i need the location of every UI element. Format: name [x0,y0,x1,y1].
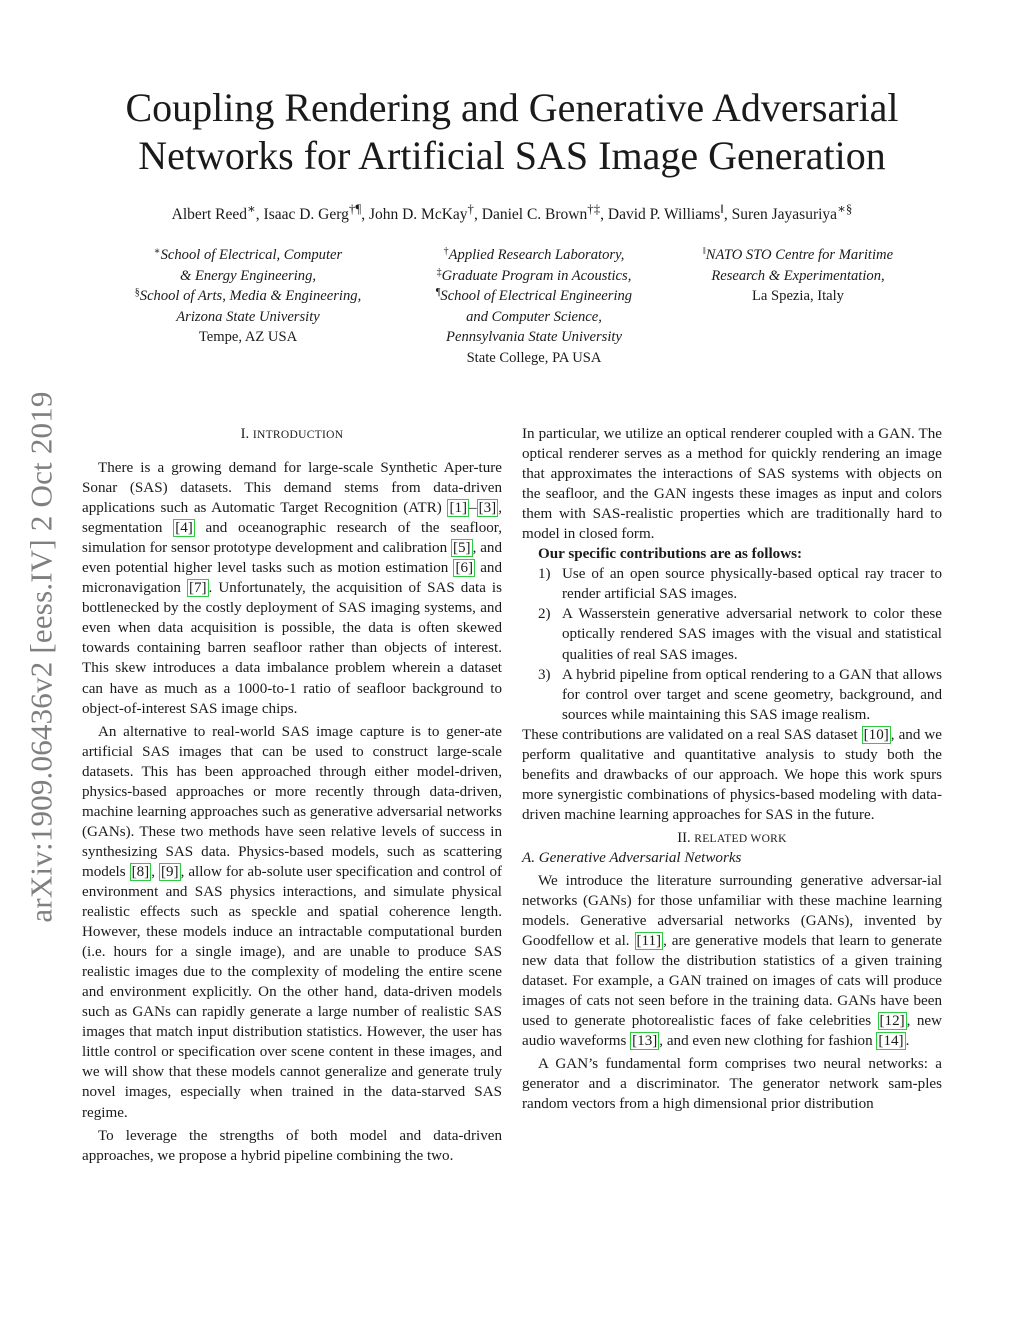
author-mark: ∗ [247,201,256,216]
author-name: Suren Jayasuriya [731,206,838,224]
affiliation-mark: ‖ [702,246,706,257]
citation-link[interactable]: [12] [879,1013,905,1030]
subsection-heading: A. Generative Adversarial Networks [522,849,742,866]
right-column [522,424,942,1115]
section-heading-related-work: II. RELATED WORK [677,829,787,846]
paper-title [60,84,964,180]
section-heading-introduction: I. INTRODUCTION [240,426,344,442]
citation-link[interactable]: [7] [188,580,207,597]
citation-link[interactable]: [6] [455,560,474,577]
citation-link[interactable]: [3] [478,500,497,517]
contributions-heading: Our specific contributions are as follows: [538,546,802,563]
citation-link[interactable]: [13] [632,1033,658,1050]
author-name: David P. Williams [607,206,721,224]
contributions-list [522,564,942,724]
list-item: 2) A Wasserstein generative adversarial network to color these optically rendered SAS images with the visual and statistical qualities of real SAS images. [538,606,942,663]
author-name: Albert Reed [171,206,247,224]
citation-link[interactable]: [5] [452,540,471,557]
title-line-1: Coupling Rendering and Generative Adversarial [125,85,899,130]
citation-link[interactable]: [1] [449,500,468,517]
affiliation-mark: ∗ [153,246,161,257]
affiliation-line: La Spezia, Italy [752,288,844,305]
citation-link[interactable]: [10] [863,726,889,743]
affiliation-line: School of Electrical, Computer [160,247,343,263]
affiliation-mark: ‡ [436,266,442,278]
affiliation-line: Graduate Program in Acoustics, [441,267,632,284]
paragraph: An alternative to real-world SAS image capture is to gener-ate artificial SAS images that can be used to construct large-scale datasets. This has been approached through either model-driven, physics-based approaches or more recently through data-driven, machine learning approaches such as generative adversarial networks (GANs). These two methods have seen relative levels of success in synthesizing SAS data. Physics-based models, such as scattering models [8] , [9] , allow for ab-solute user specification and control of environment and SAS physics interactions, and simulate physical realistic effects such as speckle and spatial coherence length. However, these models induce an intractable computational burden (i.e. hours for a single image), and are unable to produce SAS realistic images due to the complexity of modeling the entire scene and environment explicitly. On the other hand, data-driven models such as GANs can rapidly generate a large number of realistic SAS images that match input distribution statistics. However, the user has little control or specification over scene content in these images, and we will show that these models cannot generalize and generate truly novel images, especially when trained in the data-starved SAS regime. [82,723,503,1121]
affiliation-line: and Computer Science, [466,308,602,325]
affiliation-line: Arizona State University [176,308,320,325]
affiliation-line: & Energy Engineering, [179,267,317,284]
affiliation-mark: § [134,287,140,299]
title-line-2: Networks for Artificial SAS Image Generation [138,133,886,178]
paragraph: We introduce the literature surrounding generative adversar-ial networks (GANs) for those unfamiliar with these machine learning models. Generative adversarial networks (GANs), invented by Goodfellow et al. [11] , are generative models that learn to generate new data that follow the distribution statistics of a given training dataset. For example, a GAN trained on images of cats will produce images of cats not seen before in the training data. GANs have been used to generate photorealistic faces of fake celebrities [12] , new audio waveforms [13] , and even new clothing for fashion [14] . [522,872,943,1050]
author-mark: ‖ [720,201,724,216]
citation-link[interactable]: [14] [878,1033,904,1050]
author-mark: ∗§ [837,201,853,216]
affiliation-block-right [668,245,928,307]
affiliation-line: Tempe, AZ USA [198,329,298,346]
citation-link[interactable]: [11] [636,933,662,950]
affiliation-line: NATO STO Centre for Maritime [705,247,894,263]
affiliation-block-left [98,245,398,348]
list-item: 1) Use of an open source physically-based optical ray tracer to render artificial SAS images. [538,566,942,603]
affiliation-line: School of Electrical Engineering [440,288,633,305]
paragraph: There is a growing demand for large-scale Synthetic Aper-ture Sonar (SAS) datasets. This demand stems from data-driven applications such as Automatic Target Recognition (ATR) [1] – [3] , segmentation [4] and oceanographic research of the seafloor, simulation for sensor prototype development and calibration [5] , and even potential higher level tasks such as motion estimation [6] and micronavigation [7] . Unfortunately, the acquisition of SAS data is bottlenecked by the costly deployment of SAS imaging systems, and even when data acquisition is possible, the data is often skewed towards containing barren seafloor rather than objects of interest. This skew introduces a data imbalance problem wherein a dataset can have as much as a 1000-to-1 ratio of seafloor background to object-of-interest SAS image chips. [82,460,502,717]
affiliation-line: Applied Research Laboratory, [448,247,625,263]
citation-link[interactable]: [8] [131,863,150,880]
author-name: John D. McKay [368,206,468,224]
citation-link[interactable]: [4] [175,520,193,537]
list-item: 3) A hybrid pipeline from optical rendering to a GAN that allows for control over target and scene geometry, background, and sources while maintaining this SAS image realism. [538,666,942,723]
affiliation-line: School of Arts, Media & Engineering, [139,288,362,305]
paragraph: These contributions are validated on a real SAS dataset [10] , and we perform qualitative and quantitative analysis to study both the benefits and drawbacks of our approach. We hope this work spurs more synergistic combinations of physics-based modeling with data-driven machine learning approaches for SAS in the future. [522,726,943,823]
affiliation-block-middle [392,245,676,369]
affiliation-line: State College, PA USA [466,349,602,366]
author-name: Daniel C. Brown [481,206,588,224]
paragraph: In particular, we utilize an optical renderer coupled with a GAN. The optical renderer serves as a method for quickly rendering an image that approximates the interactions of SAS systems with objects on the seafloor, and the GAN ingests these images as input and colors them with SAS-realistic properties which are traditionally hard to model in closed form. [522,426,942,543]
citation-link[interactable]: [9] [160,863,179,880]
author-mark: † [467,201,474,216]
paragraph: To leverage the strengths of both model and data-driven approaches, we propose a hybrid pipeline combining the two. [82,1127,502,1164]
affiliation-mark: † [443,246,449,257]
affiliation-line: Pennsylvania State University [446,329,622,346]
arxiv-identifier: arXiv:1909.06436v2 [eess.IV] 2 Oct 2019 [24,391,60,923]
author-mark: †‡ [587,201,601,216]
affiliation-mark: ¶ [435,287,441,299]
affiliation-line: Research & Experimentation, [711,267,885,284]
left-column [82,424,502,1166]
paragraph: A GAN’s fundamental form comprises two neural networks: a generator and a discriminator. The generator network sam-ples random vectors from a high dimensional prior distribution [522,1056,942,1113]
author-list: Albert Reed∗, Isaac D. Gerg†¶, John D. McKay†, Daniel C. Brown†‡, David P. Williams‖, Suren Jayasuriya∗§ [171,201,853,224]
author-mark: †¶ [348,201,362,216]
author-name: Isaac D. Gerg [263,206,349,224]
